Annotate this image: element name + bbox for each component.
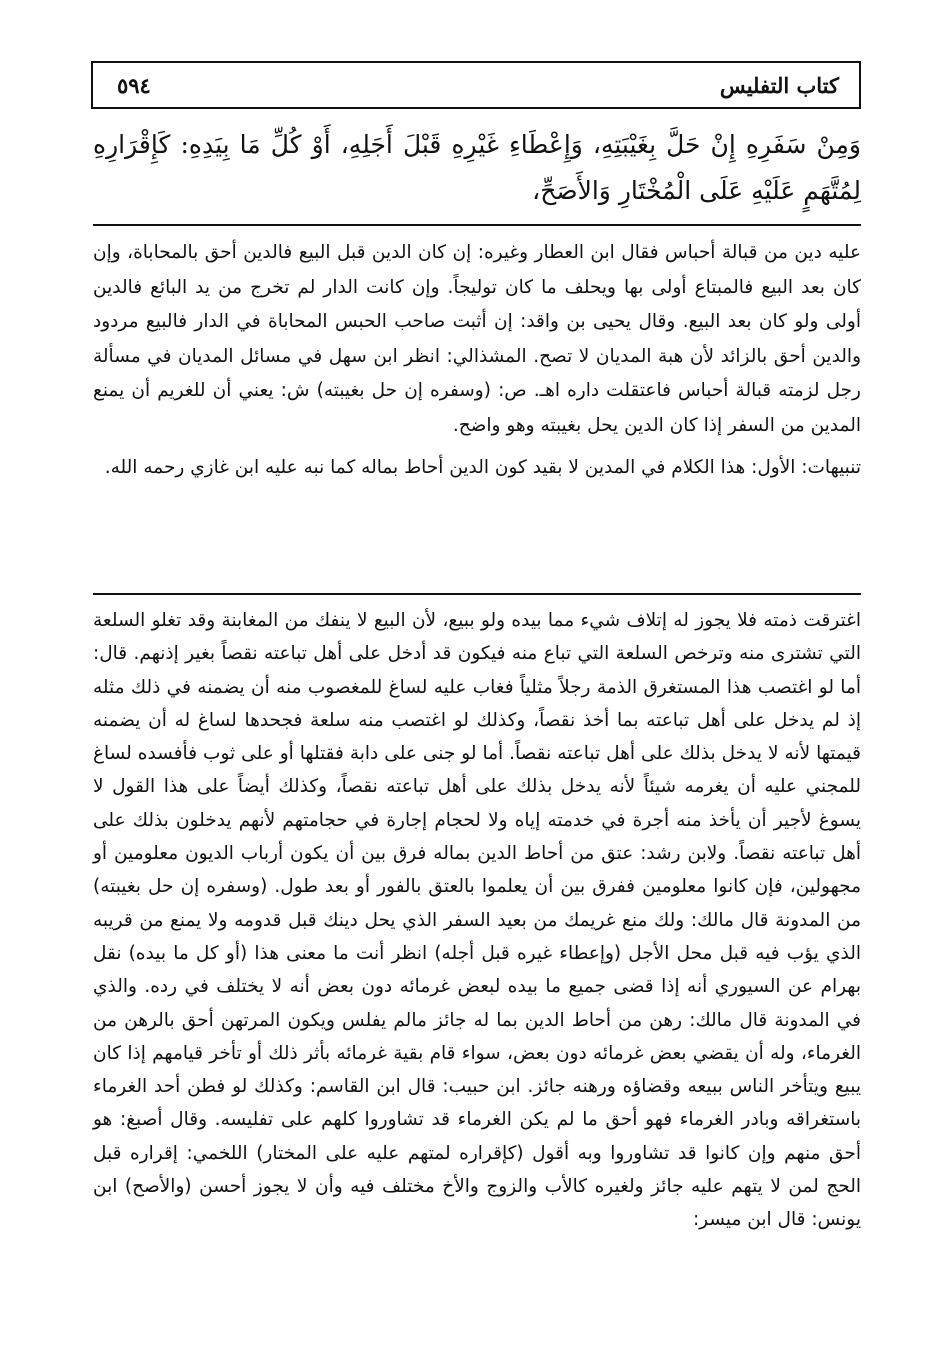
matn-text: وَمِنْ سَفَرِهِ إِنْ حَلَّ بِغَيْبَتِهِ، وَإِعْطَاءِ غَيْرِهِ قَبْلَ أَجَلِهِ، أَوْ كُلِّ مَا بِيَدِهِ: كَإِقْرَارِهِ لِمُتَّهَمٍ عَلَيْهِ عَلَى الْمُخْتَارِ وَالأَصَحِّ، <box>93 130 861 205</box>
commentary-paragraph: اغترقت ذمته فلا يجوز له إتلاف شيء مما بيده ولو ببيع، لأن البيع لا ينفك من المغابنة وقد تغلو السلعة التي تشترى منه وترخص السلعة التي تباع منه فيكون قد أدخل على أهل تباعته نقصاً بغير إذنهم. قال: أما لو اغتصب هذا المستغرق الذمة رجلاً مثلياً فغاب عليه لساغ للمغصوب منه أن يضمنه في ذلك مثله إذ لم يدخل على أهل تباعته بما أخذ نقصاً، وكذلك لو اغتصب منه سلعة فجحدها لساغ له أن يضمنه قيمتها لأنه لا يدخل بذلك على أهل تباعته نقصاً. أما لو جنى على دابة فقتلها أو على ثوب فأفسده لساغ للمجني عليه أن يغرمه شيئاً لأنه يدخل بذلك على أهل تباعته نقصاً، وكذلك أيضاً على هذا القول لا يسوغ لأجير أن يأخذ منه أجرة في خدمته إياه ولا لحجام إجارة في حجامتهم لأنهم يدخلون بذلك على أهل تباعته نقصاً. ولابن رشد: عتق من أحاط الدين بماله فرق بين أن يكون أرباب الديون معلومين أو مجهولين، فإن كانوا معلومين ففرق بين أن يعلموا بالعتق بالفور أو بعد طول. (وسفره إن حل بغيبته) من المدونة قال مالك: ولك منع غريمك من بعيد السفر الذي يحل دينك قبل قدومه ولا يمنع من قريبه الذي يؤب فيه قبل محل الأجل (وإعطاء غيره قبل أجله) انظر أنت ما معنى هذا (أو كل ما بيده) نقل بهرام عن السيوري أنه إذا قضى جميع ما بيده لبعض غرمائه دون بعض أنه لا يختلف في رده. والذي في المدونة قال مالك: رهن من أحاط الدين بما له جائز مالم يفلس ويكون المرتهن أحق بالرهن من الغرماء، وله أن يقضي بعض غرمائه دون بعض، سواء قام بقية غرمائه بأثر ذلك أو تأخر قيامهم إذا كان يبيع ويتأخر الناس ببيعه وقضاؤه ورهنه جائز. ابن حبيب: قال ابن القاسم: وكذلك لو فطن أحد الغرماء باستغراقه وبادر الغرماء فهو أحق ما لم يكن الغرماء قد تشاوروا كلهم على تفليسه. وقال أصبغ: هو أحق منهم وإن كانوا قد تشاوروا وبه أقول (كإقراره لمتهم عليه على المختار) اللخمي: إقراره قبل الحج لمن لا يتهم عليه جائز ولغيره كالأب والزوج والأخ مختلف فيه وأن لا يجوز أحسن (والأصح) ابن يونس: قال ابن ميسر: <box>93 610 861 1231</box>
page-number: ٥٩٤ <box>117 72 151 98</box>
commentary-paragraph: تنبيهات: الأول: هذا الكلام في المدين لا بقيد كون الدين أحاط بماله كما نبه عليه ابن غازي رحمه الله. <box>104 457 861 478</box>
commentary-section-1 <box>93 236 861 486</box>
chapter-title: كتاب التفليس <box>719 72 839 98</box>
divider-middle <box>93 593 861 595</box>
commentary-section-2 <box>93 604 861 1237</box>
page-header <box>91 61 861 109</box>
divider-top <box>93 224 861 226</box>
commentary-paragraph: عليه دين من قبالة أحباس فقال ابن العطار وغيره: إن كان الدين قبل البيع فالدين أحق بالمحاباة، وإن كان بعد البيع فالمبتاع أولى بها ويحلف ما كان توليجاً. وإن كانت الدار لم تخرج من يد البائع فالدين أولى ولو كان بعد البيع. وقال يحيى بن واقد: إن أثبت صاحب الحبس المحاباة في الدار فالبيع مردود والدين أحق بالزائد لأن هبة المديان لا تصح. المشذالي: انظر ابن سهل في مسائل المديان في مسألة رجل لزمته قبالة أحباس فاعتقلت داره اهـ. ص: (وسفره إن حل بغيبته) ش: يعني أن للغريم أن يمنع المدين من السفر إذا كان الدين يحل بغيبته وهو واضح. <box>93 242 861 436</box>
